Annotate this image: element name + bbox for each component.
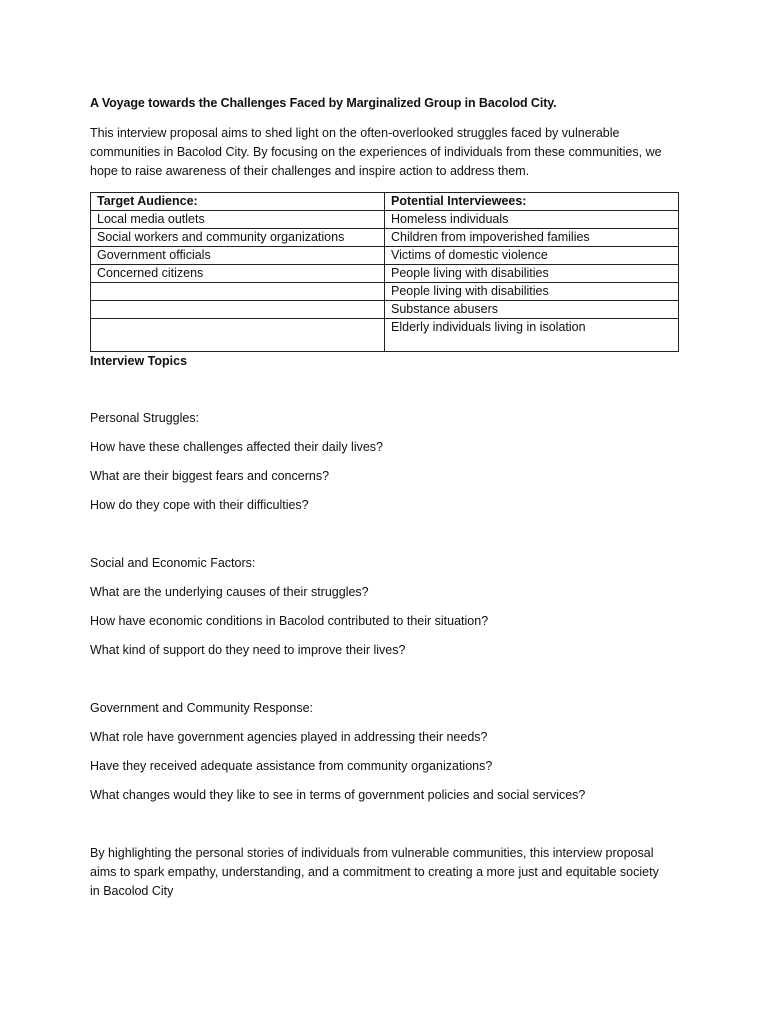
closing-paragraph	[90, 844, 680, 901]
table-cell: Elderly individuals living in isolation	[385, 319, 679, 352]
topic-label: Social and Economic Factors:	[90, 556, 256, 570]
document-body	[90, 94, 680, 901]
table-cell: People living with disabilities	[385, 283, 679, 301]
table-cell	[91, 283, 385, 301]
table-row	[91, 211, 679, 229]
topic-section-personal-struggles	[90, 409, 680, 515]
question-item: What kind of support do they need to improve their lives?	[90, 643, 406, 657]
table-row	[91, 283, 679, 301]
table-cell: Concerned citizens	[91, 265, 385, 283]
audience-interviewees-table	[90, 192, 679, 352]
header-target-audience: Target Audience:	[91, 193, 385, 211]
question-item: Have they received adequate assistance from community organizations?	[90, 759, 493, 773]
question-item: How have these challenges affected their daily lives?	[90, 440, 383, 454]
table-row	[91, 229, 679, 247]
table-cell	[91, 319, 385, 352]
table-cell: Homeless individuals	[385, 211, 679, 229]
question-item: How do they cope with their difficulties?	[90, 498, 309, 512]
closing-line: aims to spark empathy, understanding, and a commitment to creating a more just and equitable society	[90, 865, 659, 879]
intro-line: communities in Bacolod City. By focusing on the experiences of individuals from these communities, we	[90, 145, 662, 159]
table-cell: Local media outlets	[91, 211, 385, 229]
table-cell: Substance abusers	[385, 301, 679, 319]
question-item: What role have government agencies played in addressing their needs?	[90, 730, 488, 744]
table-cell: Social workers and community organizations	[91, 229, 385, 247]
table-row	[91, 247, 679, 265]
topic-section-government-community	[90, 699, 680, 805]
table-row	[91, 319, 679, 352]
header-potential-interviewees: Potential Interviewees:	[385, 193, 679, 211]
table-cell: People living with disabilities	[385, 265, 679, 283]
topic-section-social-economic	[90, 554, 680, 660]
table-header-row	[91, 193, 679, 211]
question-item: What are the underlying causes of their struggles?	[90, 585, 369, 599]
intro-line: This interview proposal aims to shed light on the often-overlooked struggles faced by vulnerable	[90, 126, 620, 140]
table-cell: Government officials	[91, 247, 385, 265]
table-cell: Children from impoverished families	[385, 229, 679, 247]
table-row	[91, 301, 679, 319]
table-cell: Victims of domestic violence	[385, 247, 679, 265]
closing-line: in Bacolod City	[90, 884, 174, 898]
topic-label: Personal Struggles:	[90, 411, 200, 425]
intro-paragraph	[90, 124, 680, 181]
document-title: A Voyage towards the Challenges Faced by Marginalized Group in Bacolod City.	[90, 96, 557, 110]
table-cell	[91, 301, 385, 319]
question-item: What are their biggest fears and concerns?	[90, 469, 330, 483]
question-item: What changes would they like to see in terms of government policies and social services?	[90, 788, 586, 802]
intro-line: hope to raise awareness of their challenges and inspire action to address them.	[90, 164, 530, 178]
topic-label: Government and Community Response:	[90, 701, 314, 715]
interview-topics-heading: Interview Topics	[90, 354, 188, 368]
table-row	[91, 265, 679, 283]
closing-line: By highlighting the personal stories of individuals from vulnerable communities, this interview proposal	[90, 846, 654, 860]
question-item: How have economic conditions in Bacolod contributed to their situation?	[90, 614, 489, 628]
